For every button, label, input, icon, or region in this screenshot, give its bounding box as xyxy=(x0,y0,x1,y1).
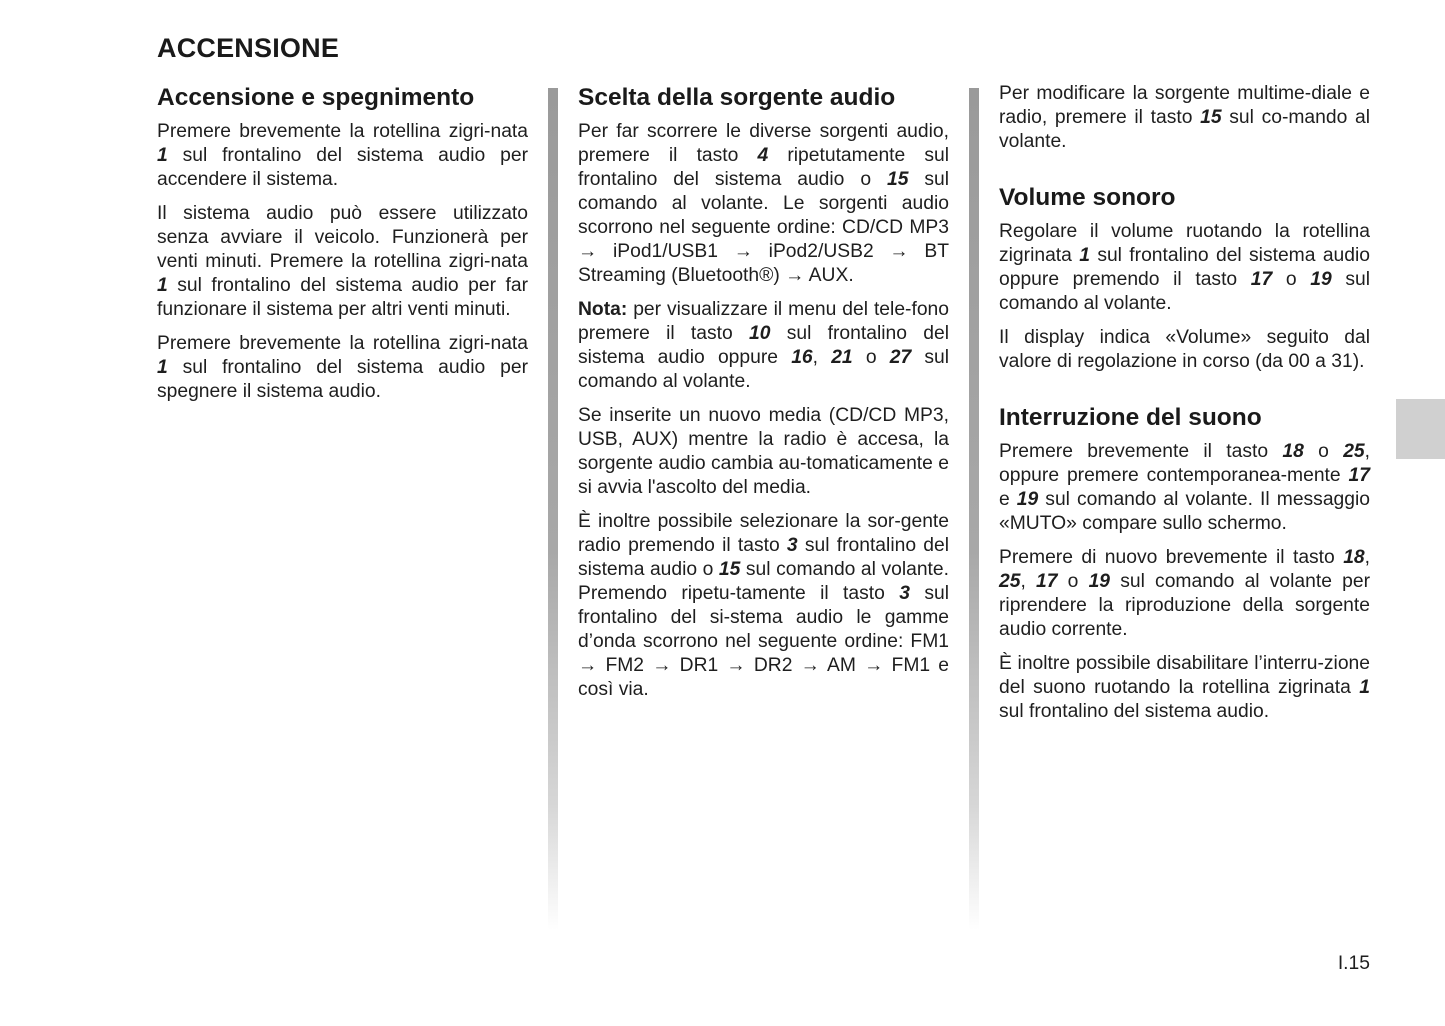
paragraph-phone-note: Nota: per visualizzare il menu del tele-fono premere il tasto 10 sul frontalino del sistema audio oppure 16, 21 o 27 sul comando al volante. xyxy=(578,299,950,392)
paragraph-new-media: Se inserite un nuovo media (CD/CD MP3, USB, AUX) mentre la radio è accesa, la sorgente audio cambia au-tomaticamente e si avvia l'ascolto del media. xyxy=(578,405,949,498)
paragraph-power-without-engine: Il sistema audio può essere utilizzato senza avviare il veicolo. Funzionerà per venti minuti. Premere la rotellina zigri-nata 1 sul frontalino del sistema audio per far funzionare il sistema per altri venti minuti. xyxy=(157,203,528,320)
paragraph-disable-mute: È inoltre possibile disabilitare l’interru-zione del suono ruotando la rotellina zigrinata 1 sul frontalino del sistema audio. xyxy=(999,653,1370,722)
page-title: ACCENSIONE xyxy=(157,33,340,63)
paragraph-adjust-volume: Regolare il volume ruotando la rotellina zigrinata 1 sul frontalino del sistema audio oppure premendo il tasto 17 o 19 sul comando al volante. xyxy=(999,221,1371,314)
note-label: Nota: xyxy=(578,299,628,320)
column-audio-source xyxy=(578,82,949,712)
paragraph-mute: Premere brevemente il tasto 18 o 25, oppure premere contemporanea-mente 17 e 19 sul comando al volante. Il messaggio «MUTO» compare sullo schermo. xyxy=(999,441,1370,534)
section-heading-power: Accensione e spegnimento xyxy=(157,84,475,111)
paragraph-power-on: Premere brevemente la rotellina zigri-nata 1 sul frontalino del sistema audio per accendere il sistema. xyxy=(157,121,528,190)
paragraph-power-off: Premere brevemente la rotellina zigri-nata 1 sul frontalino del sistema audio per spegnere il sistema audio. xyxy=(157,333,528,402)
paragraph-unmute: Premere di nuovo brevemente il tasto 18, 25, 17 o 19 sul comando al volante per riprendere la riproduzione della sorgente audio corrente. xyxy=(999,547,1371,640)
paragraph-volume-display: Il display indica «Volume» seguito dal valore di regolazione in corso (da 00 a 31). xyxy=(999,327,1370,372)
column-volume-mute xyxy=(999,82,1370,734)
section-heading-audio-source: Scelta della sorgente audio xyxy=(578,84,896,111)
column-divider xyxy=(969,88,979,930)
column-power xyxy=(157,82,528,414)
paragraph-source-cycle: Per far scorrere le diverse sorgenti audio, premere il tasto 4 ripetutamente sul frontalino del sistema audio o 15 sul comando al volante. Le sorgenti audio scorrono nel seguente ordine: CD/CD MP3 → iPod1/USB1 → iPod2/USB2 → BT Streaming (Bluetooth®) → AUX. xyxy=(578,121,949,286)
section-heading-mute: Interruzione del suono xyxy=(999,404,1262,431)
paragraph-change-source: Per modificare la sorgente multime-diale e radio, premere il tasto 15 sul co-mando al volante. xyxy=(999,83,1371,152)
section-heading-volume: Volume sonoro xyxy=(999,184,1176,211)
page-number: I.15 xyxy=(1337,953,1370,974)
chapter-tab xyxy=(1396,399,1445,459)
column-divider xyxy=(548,88,558,930)
paragraph-radio-bands: È inoltre possibile selezionare la sor-gente radio premendo il tasto 3 sul frontalino del sistema audio o 15 sul comando al volante. Premendo ripetu-tamente il tasto 3 sul frontalino del si-stema audio le gamme d’onda scorrono nel seguente ordine: FM1 → FM2 → DR1 → DR2 → AM → FM1 e così via. xyxy=(578,511,949,700)
